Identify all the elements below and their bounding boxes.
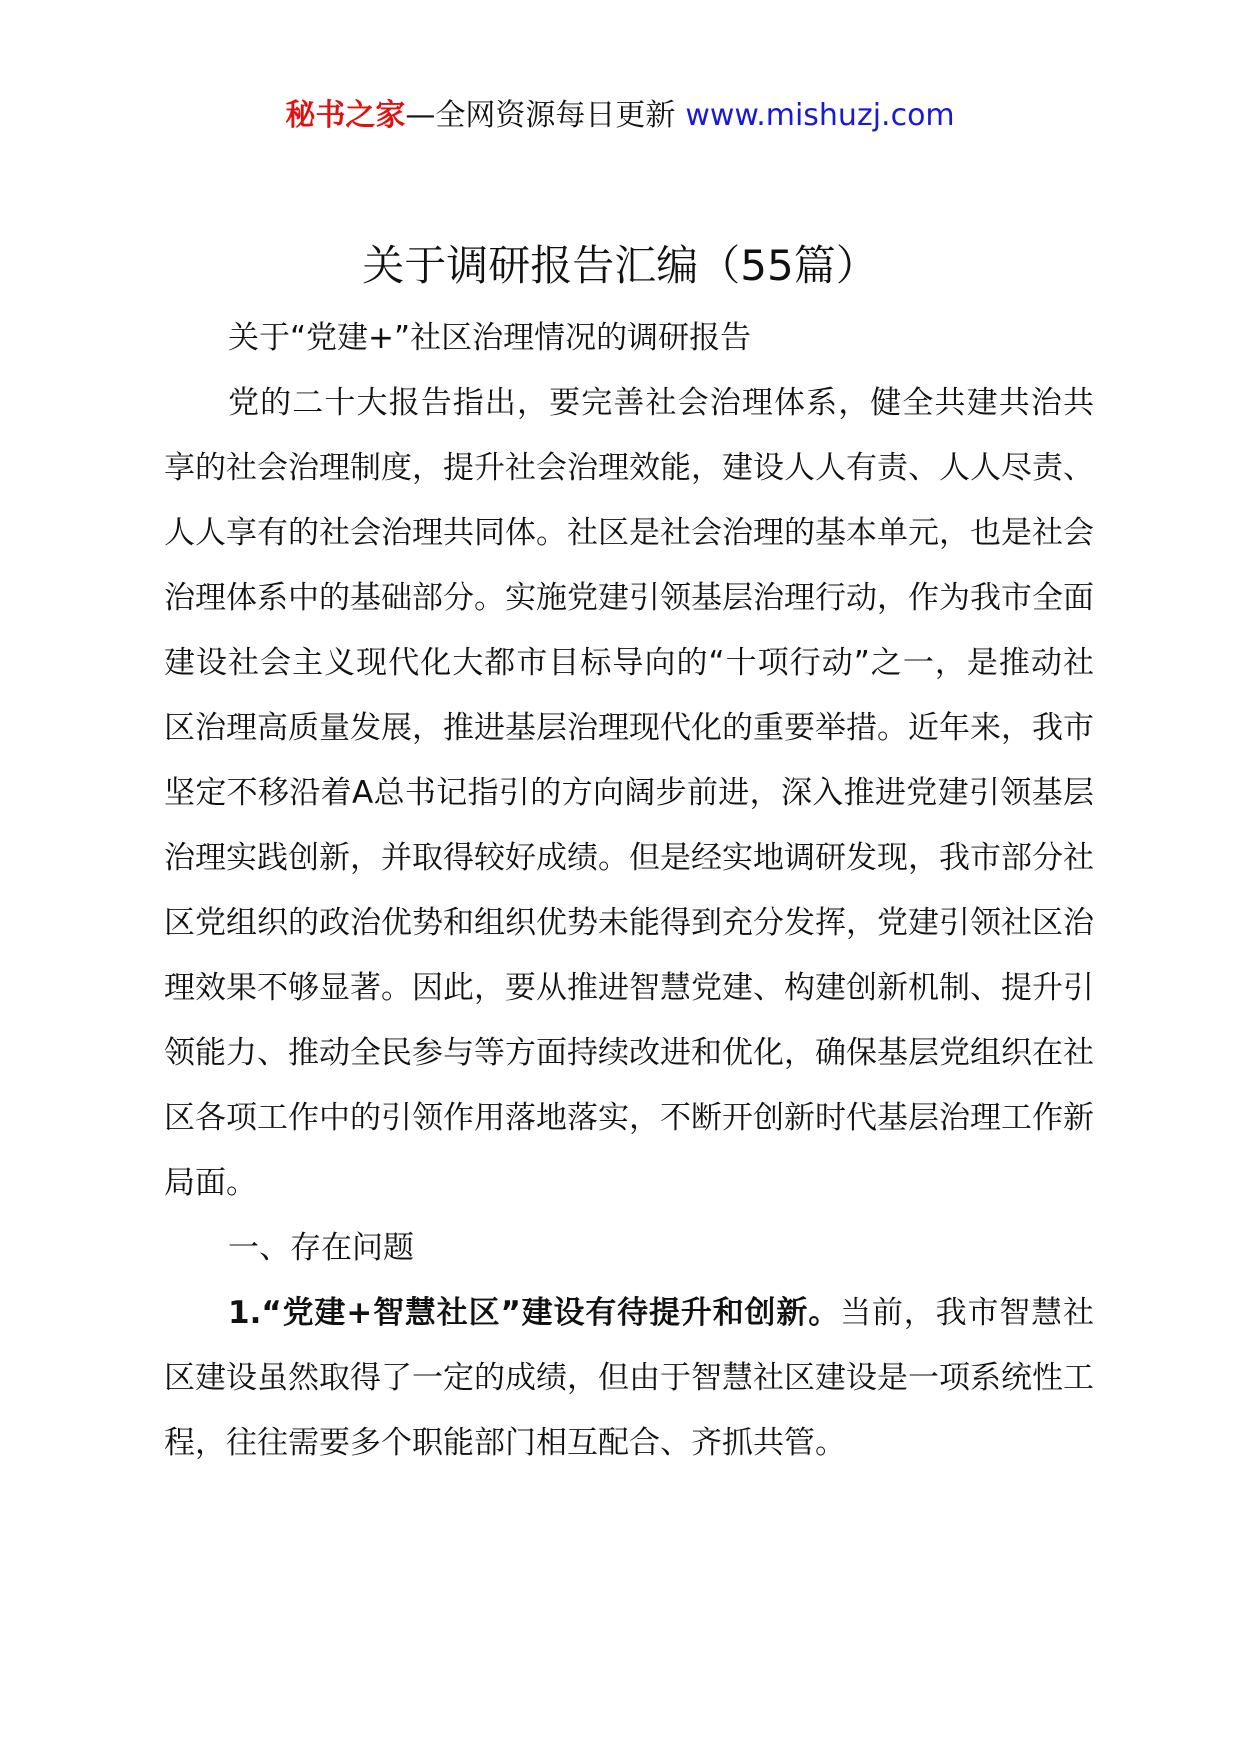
section-heading: 一、存在问题 — [228, 1230, 414, 1266]
item-1-text: 当前，我市智慧社区建设虽然取得了一定的成绩，但由于智慧社区建设是一项系统性工程，往往需要多个职能部门相互配合、齐抓共管。 — [164, 1295, 1094, 1461]
document-title: 关于调研报告汇编（55篇） — [362, 241, 878, 290]
item-1-heading: 1.“党建+智慧社区”建设有待提升和创新。 — [228, 1295, 841, 1331]
site-url-link[interactable]: www.mishuzj.com — [685, 98, 955, 133]
site-header — [0, 96, 1240, 136]
brand-name: 秘书之家 — [285, 98, 406, 133]
item-1-paragraph — [164, 1281, 1094, 1476]
intro-paragraph: 党的二十大报告指出，要完善社会治理体系，健全共建共治共享的社会治理制度，提升社会治理效能，建设人人有责、人人尽责、人人享有的社会治理共同体。社区是社会治理的基本单元，也是社会治理体系中的基础部分。实施党建引领基层治理行动，作为我市全面建设社会主义现代化大都市目标导向的“十项行动”之一，是推动社区治理高质量发展，推进基层治理现代化的重要举措。近年来，我市坚定不移沿着A总书记指引的方向阔步前进，深入推进党建引领基层治理实践创新，并取得较好成绩。但是经实地调研发现，我市部分社区党组织的政治优势和组织优势未能得到充分发挥，党建引领社区治理效果不够显著。因此，要从推进智慧党建、构建创新机制、提升引领能力、推动全民参与等方面持续改进和优化，确保基层党组织在社区各项工作中的引领作用落地落实，不断开创新时代基层治理工作新局面。 — [164, 385, 1094, 1201]
report-subtitle: 关于“党建+”社区治理情况的调研报告 — [228, 320, 752, 356]
document-body — [164, 306, 1094, 1476]
header-tagline: —全网资源每日更新 — [405, 98, 676, 133]
